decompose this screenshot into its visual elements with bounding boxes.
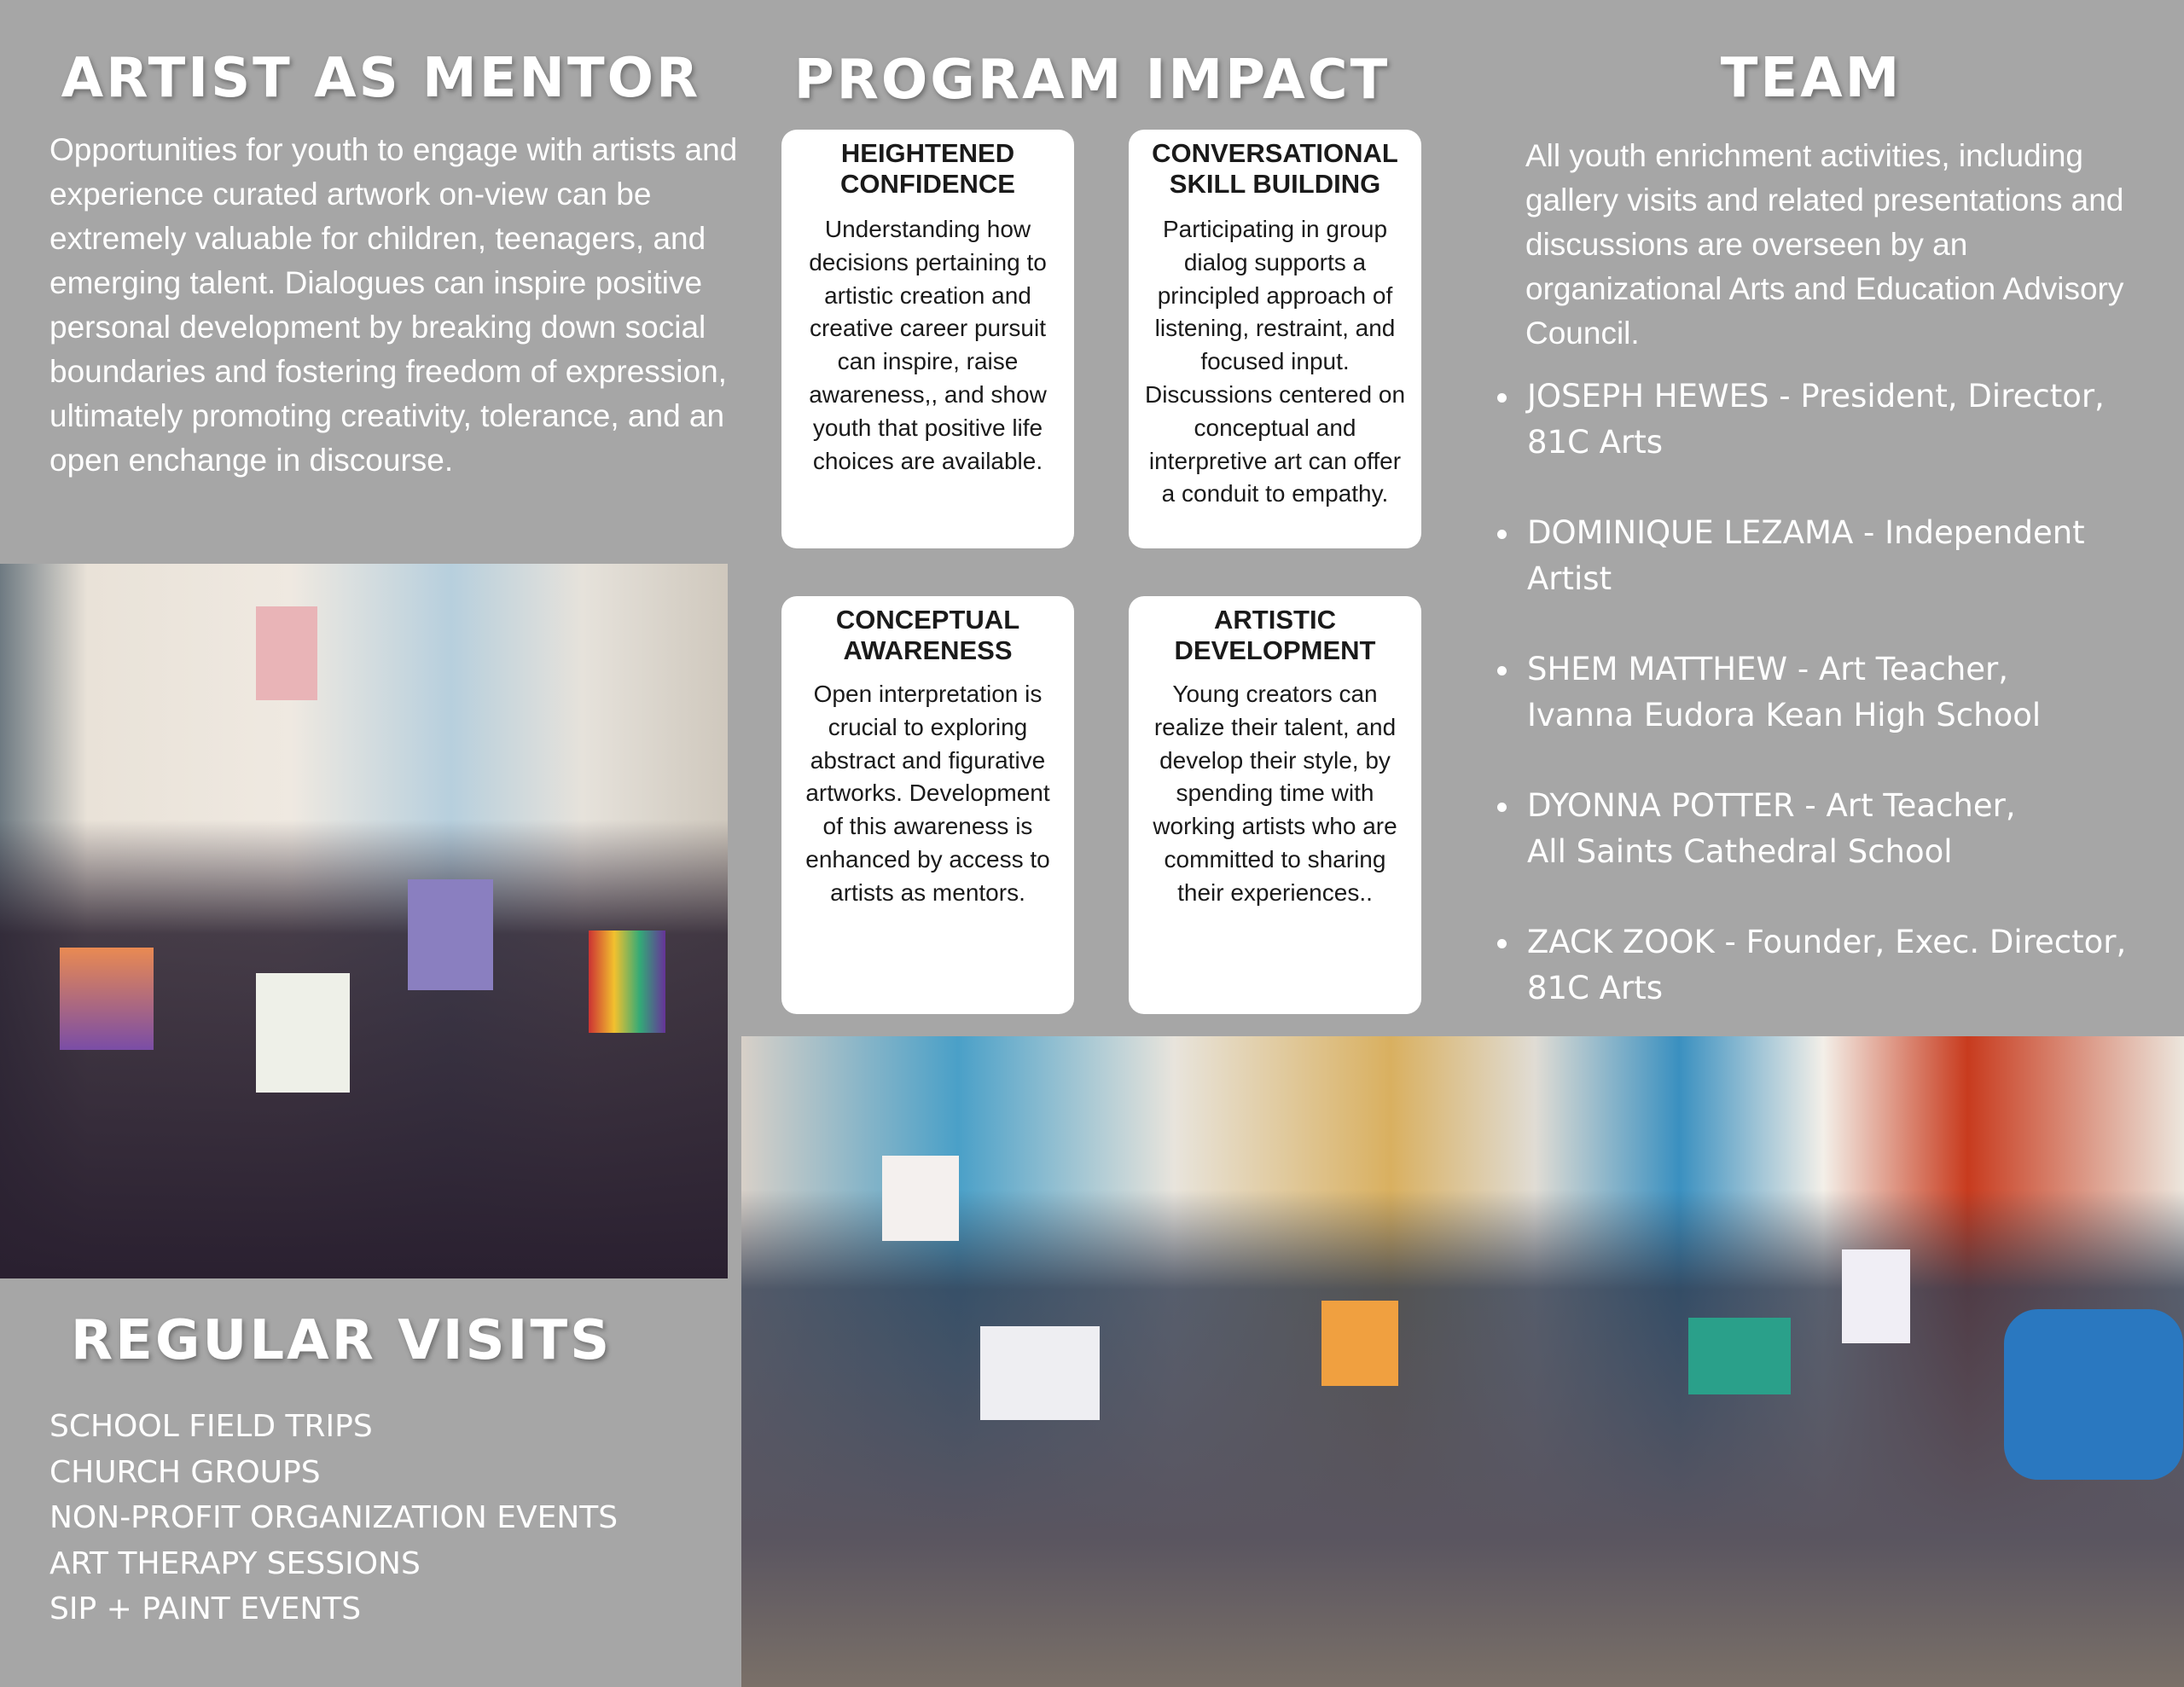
member-org: All Saints Cathedral School xyxy=(1527,832,1953,870)
card-title: HEIGHTENED CONFIDENCE xyxy=(840,138,1015,199)
team-list xyxy=(1510,374,2158,1056)
member-role: DOMINIQUE LEZAMA - Independent xyxy=(1527,514,2085,551)
card-body: Open interpretation is crucial to exploring abstract and figurative artworks. Development of this awareness is enhanced by access to artists as mentors. xyxy=(805,681,1050,906)
member-org: Artist xyxy=(1527,559,1612,597)
visits-item: ART THERAPY SESSIONS xyxy=(49,1545,421,1581)
card-title: ARTISTIC DEVELOPMENT xyxy=(1174,605,1376,665)
team-member xyxy=(1510,646,2158,738)
visits-item: CHURCH GROUPS xyxy=(49,1454,321,1490)
member-role: SHEM MATTHEW - Art Teacher, xyxy=(1527,651,2009,687)
impact-title: PROGRAM IMPACT xyxy=(793,49,1391,112)
group-photo xyxy=(741,1036,2184,1687)
visits-item: NON-PROFIT ORGANIZATION EVENTS xyxy=(49,1500,619,1535)
kids-with-paintings-photo xyxy=(0,564,728,1278)
mentor-body: Opportunities for youth to engage with artists and experience curated artwork on-view can be extremely valuable for children, teenagers, and emerging talent. Dialogues can inspire positive personal development by breaking down social boundaries and fostering freedom of expression, ultimately promoting creativity, tolerance, and an open enchange in discourse. xyxy=(49,132,738,478)
member-org: 81C Arts xyxy=(1527,423,1663,461)
card-body: Young creators can realize their talent, and develop their style, by spending time with working artists who are committed to sharing their experiences.. xyxy=(1153,681,1397,906)
mentor-title: ARTIST AS MENTOR xyxy=(61,47,701,110)
impact-card xyxy=(1129,130,1421,548)
team-title: TEAM xyxy=(1720,47,1902,110)
team-member xyxy=(1510,510,2158,601)
card-title: CONCEPTUAL AWARENESS xyxy=(835,605,1020,665)
member-role: JOSEPH HEWES - President, Director, xyxy=(1527,378,2105,415)
team-member xyxy=(1510,919,2158,1011)
member-role: ZACK ZOOK - Founder, Exec. Director, xyxy=(1527,924,2127,960)
visits-item: SCHOOL FIELD TRIPS xyxy=(49,1409,373,1444)
team-member xyxy=(1510,374,2158,465)
visits-item: SIP + PAINT EVENTS xyxy=(49,1591,362,1626)
card-body: Understanding how decisions pertaining to artistic creation and creative career pursuit can inspire, raise awareness,, and show youth that positive life choices are available. xyxy=(809,216,1047,474)
card-body: Participating in group dialog supports a principled approach of listening, restraint, and focused input. Discussions centered on conceptual and interpretive art can offer a conduit to empathy. xyxy=(1144,216,1406,507)
card-title: CONVERSATIONAL SKILL BUILDING xyxy=(1152,138,1398,199)
impact-card xyxy=(781,596,1074,1014)
member-org: 81C Arts xyxy=(1527,969,1663,1006)
team-intro: All youth enrichment activities, including gallery visits and related presentations and discussions are overseen by an organizational Arts and Education Advisory Council. xyxy=(1525,138,2124,351)
impact-card xyxy=(1129,596,1421,1014)
impact-card xyxy=(781,130,1074,548)
visits-list xyxy=(49,1404,618,1632)
team-member xyxy=(1510,783,2158,874)
visits-title: REGULAR VISITS xyxy=(70,1309,613,1372)
member-org: Ivanna Eudora Kean High School xyxy=(1527,696,2042,733)
member-role: DYONNA POTTER - Art Teacher, xyxy=(1527,787,2016,824)
